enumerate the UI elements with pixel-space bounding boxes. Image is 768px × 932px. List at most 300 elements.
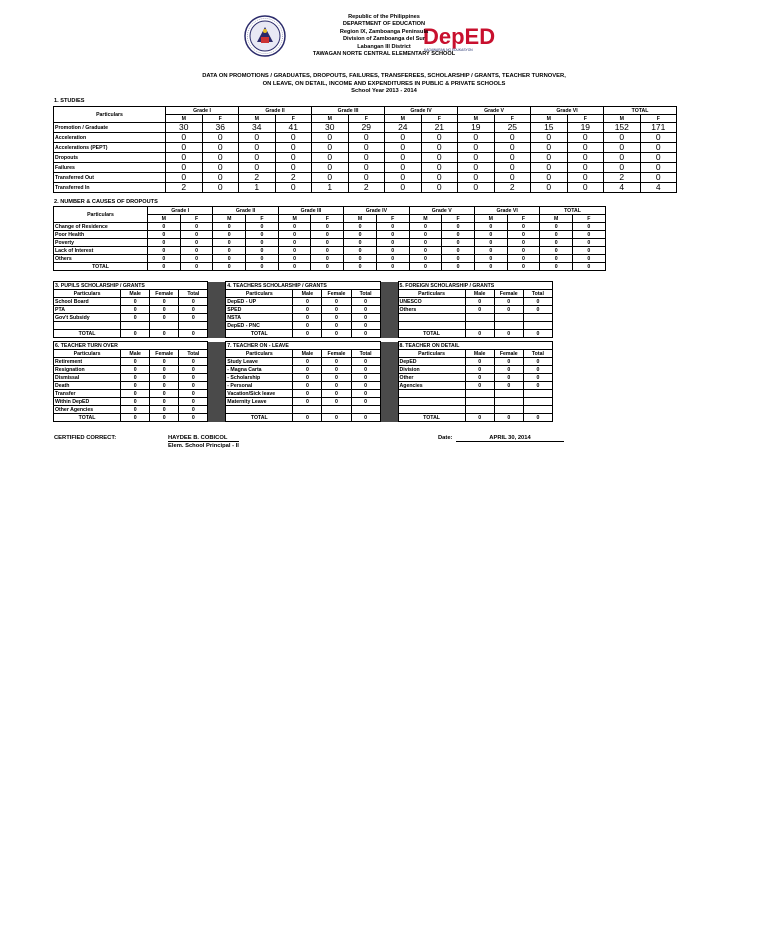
grade-header: Grade V [409,207,474,215]
grade-header: Grade III [312,107,385,115]
row-label: Accelerations (PEPT) [54,143,166,153]
value-cell [465,390,494,398]
divider-bar [380,414,398,422]
divider-bar [380,290,398,298]
value-cell: 0 [180,263,213,271]
table-row [54,366,553,374]
value-cell: 0 [458,143,495,153]
value-cell: 0 [148,255,181,263]
value-cell: 0 [213,223,246,231]
value-cell: 1 [312,183,349,193]
value-cell: 0 [351,398,380,406]
value-cell: 0 [179,298,208,306]
value-cell: 0 [275,143,312,153]
value-cell: 0 [166,143,203,153]
row-label: Resignation [54,366,121,374]
female-header: F [567,115,604,123]
row-label: Dropouts [54,153,166,163]
value-cell: 0 [572,255,605,263]
value-cell: 0 [348,163,385,173]
particulars-header: Particulars [54,107,166,123]
value-cell: 29 [348,123,385,133]
grade-header: Grade I [148,207,213,215]
value-cell: 0 [213,231,246,239]
value-cell: 0 [180,223,213,231]
value-cell: 0 [523,374,552,382]
particulars-header: Particulars [54,290,121,298]
certified-correct-label: CERTIFIED CORRECT: [54,435,117,441]
value-cell: 0 [494,298,523,306]
value-cell [494,390,523,398]
value-cell: 0 [322,314,351,322]
row-label: Division [398,366,465,374]
grade-header: Grade III [278,207,343,215]
row-label: Vacation/Sick leave [226,390,293,398]
value-cell: 0 [148,223,181,231]
grade-header: TOTAL [604,107,677,115]
value-cell: 0 [239,163,276,173]
value-cell: 0 [180,231,213,239]
row-label: Maternity Leave [226,398,293,406]
value-cell: 0 [507,263,540,271]
section-label: 3. PUPILS SCHOLARSHIP / GRANTS [54,282,208,290]
value-cell: 0 [348,173,385,183]
value-cell: 0 [494,163,531,173]
row-label: TOTAL [398,414,465,422]
value-cell: 0 [494,153,531,163]
table-row [54,173,677,183]
value-cell: 0 [121,330,150,338]
row-label: Acceleration [54,133,166,143]
value-cell: 0 [604,163,641,173]
value-cell: 152 [604,123,641,133]
divider-bar [380,330,398,338]
row-label: UNESCO [398,298,465,306]
value-cell: 0 [421,173,458,183]
female-header: F [640,115,677,123]
value-cell: 0 [322,374,351,382]
value-cell: 0 [567,153,604,163]
male-header: M [344,215,377,223]
particulars-header: Particulars [54,350,121,358]
letterhead-line: Division of Zamboanga del Sur [342,36,426,43]
value-cell: 0 [213,239,246,247]
value-cell [121,322,150,330]
table-row [54,231,606,239]
value-cell [494,314,523,322]
value-cell: 0 [179,414,208,422]
value-cell: 0 [344,223,377,231]
table-row [54,239,606,247]
value-cell: 0 [278,239,311,247]
value-cell: 0 [150,390,179,398]
value-cell: 0 [148,239,181,247]
divider-bar [380,358,398,366]
value-cell: 0 [409,231,442,239]
female-header: Female [150,350,179,358]
divider-bar [380,406,398,414]
value-cell: 0 [351,322,380,330]
table-row [54,298,553,306]
value-cell: 0 [494,306,523,314]
value-cell: 0 [348,143,385,153]
value-cell: 171 [640,123,677,133]
value-cell [523,314,552,322]
value-cell: 0 [150,330,179,338]
row-label: Others [54,255,148,263]
value-cell [494,398,523,406]
value-cell: 0 [202,153,239,163]
value-cell: 0 [348,153,385,163]
male-header: Male [121,350,150,358]
value-cell: 0 [442,255,475,263]
row-label: Change of Residence [54,223,148,231]
value-cell: 0 [351,382,380,390]
value-cell: 0 [246,255,279,263]
letterhead-line: Labangan III District [357,43,411,50]
divider-bar [208,298,226,306]
value-cell [293,406,322,414]
value-cell: 0 [322,398,351,406]
value-cell: 41 [275,123,312,133]
grade-header: Grade V [458,107,531,115]
value-cell [523,398,552,406]
table-row [54,282,553,290]
row-label [398,314,465,322]
section-label: 8. TEACHER ON DETAIL [398,342,552,350]
value-cell: 0 [166,163,203,173]
value-cell: 0 [604,143,641,153]
value-cell: 0 [507,239,540,247]
value-cell: 0 [572,263,605,271]
male-header: M [312,115,349,123]
value-cell: 34 [239,123,276,133]
value-cell: 0 [246,231,279,239]
signatory-position: Elem. School Principal - II [168,443,239,449]
male-header: M [239,115,276,123]
female-header: F [275,115,312,123]
value-cell: 0 [239,133,276,143]
value-cell: 0 [494,414,523,422]
value-cell: 0 [494,173,531,183]
section-label: 5. FOREIGN SCHOLARSHIP / GRANTS [398,282,552,290]
divider-bar [208,350,226,358]
value-cell: 0 [180,255,213,263]
value-cell: 0 [150,398,179,406]
value-cell: 0 [523,298,552,306]
table-row [54,358,553,366]
row-label: TOTAL [54,330,121,338]
value-cell: 0 [311,231,344,239]
value-cell: 0 [640,173,677,183]
value-cell: 0 [474,231,507,239]
table-row [54,290,553,298]
female-header: F [421,115,458,123]
row-label [398,390,465,398]
value-cell: 0 [465,358,494,366]
table-row [54,143,677,153]
value-cell: 0 [540,263,573,271]
value-cell: 0 [442,239,475,247]
row-label: DepED [398,358,465,366]
row-label: SPED [226,306,293,314]
row-label [398,406,465,414]
value-cell: 36 [202,123,239,133]
value-cell: 0 [523,358,552,366]
value-cell: 0 [312,153,349,163]
value-cell: 0 [351,314,380,322]
value-cell: 0 [202,133,239,143]
value-cell: 0 [385,173,422,183]
value-cell: 0 [150,406,179,414]
value-cell: 0 [567,183,604,193]
value-cell: 0 [494,143,531,153]
value-cell: 0 [465,330,494,338]
male-header: M [213,215,246,223]
value-cell: 0 [213,263,246,271]
divider-bar [380,350,398,358]
value-cell: 0 [121,358,150,366]
value-cell: 0 [293,322,322,330]
report-title-line: ON LEAVE, ON DETAIL, INCOME AND EXPENDITURES IN PUBLIC & PRIVATE SCHOOLS [262,80,506,87]
row-label: NSTA [226,314,293,322]
value-cell: 0 [572,223,605,231]
value-cell: 0 [465,306,494,314]
row-label [398,398,465,406]
divider-bar [208,390,226,398]
value-cell: 0 [312,173,349,183]
value-cell: 0 [385,133,422,143]
value-cell: 0 [376,223,409,231]
value-cell: 0 [567,173,604,183]
divider-bar [208,330,226,338]
value-cell [179,322,208,330]
divider-bar [208,406,226,414]
value-cell: 0 [311,223,344,231]
female-header: F [348,115,385,123]
divider-bar [208,314,226,322]
row-label: DepED - UP [226,298,293,306]
value-cell: 0 [344,239,377,247]
value-cell: 0 [640,163,677,173]
scholarship-tables [53,281,553,338]
value-cell: 0 [202,143,239,153]
row-label [226,406,293,414]
female-header: F [442,215,475,223]
row-label: - Scholarship [226,374,293,382]
value-cell: 0 [121,306,150,314]
divider-bar [380,306,398,314]
value-cell: 30 [312,123,349,133]
value-cell: 0 [376,255,409,263]
divider-bar [380,322,398,330]
table-row [54,153,677,163]
table-row [54,183,677,193]
value-cell: 0 [494,330,523,338]
value-cell: 0 [421,133,458,143]
female-header: Female [150,290,179,298]
grade-header: TOTAL [540,207,605,215]
value-cell: 0 [278,231,311,239]
value-cell: 0 [409,223,442,231]
value-cell: 0 [322,366,351,374]
value-cell: 0 [348,133,385,143]
value-cell: 0 [121,366,150,374]
row-label: TOTAL [54,263,148,271]
value-cell: 19 [458,123,495,133]
male-header: M [385,115,422,123]
section-dropouts-label: 2. NUMBER & CAUSES OF DROPOUTS [54,199,158,205]
value-cell: 0 [275,133,312,143]
value-cell: 0 [344,247,377,255]
value-cell: 0 [531,183,568,193]
value-cell: 2 [239,173,276,183]
table-row [54,133,677,143]
table-row [54,255,606,263]
value-cell: 0 [150,382,179,390]
value-cell: 0 [458,153,495,163]
value-cell: 0 [322,390,351,398]
total-header: Total [179,290,208,298]
value-cell: 0 [540,223,573,231]
value-cell: 0 [202,163,239,173]
grade-header: Grade VI [531,107,604,115]
value-cell: 0 [385,153,422,163]
value-cell: 0 [166,173,203,183]
value-cell: 30 [166,123,203,133]
row-label [54,322,121,330]
divider-bar [208,358,226,366]
value-cell: 0 [494,382,523,390]
row-label: Retirement [54,358,121,366]
row-label: Study Leave [226,358,293,366]
row-label: Lack of Interest [54,247,148,255]
male-header: Male [293,350,322,358]
value-cell: 0 [166,133,203,143]
value-cell: 0 [278,247,311,255]
divider-bar [380,390,398,398]
value-cell: 0 [494,374,523,382]
value-cell: 25 [494,123,531,133]
table-row [54,263,606,271]
value-cell: 0 [246,239,279,247]
value-cell: 0 [293,358,322,366]
row-label: Agencies [398,382,465,390]
value-cell: 0 [507,247,540,255]
female-header: Female [494,290,523,298]
value-cell: 0 [148,231,181,239]
divider-bar [208,382,226,390]
male-header: M [540,215,573,223]
row-label: TOTAL [226,330,293,338]
value-cell: 0 [474,223,507,231]
row-label: Transferred Out [54,173,166,183]
table-row [54,314,553,322]
value-cell: 0 [344,263,377,271]
value-cell: 2 [275,173,312,183]
value-cell: 0 [322,306,351,314]
value-cell [322,406,351,414]
value-cell: 0 [121,314,150,322]
value-cell: 0 [246,263,279,271]
value-cell: 2 [604,173,641,183]
value-cell: 0 [385,143,422,153]
value-cell: 0 [312,143,349,153]
table-row [54,414,553,422]
value-cell: 0 [322,414,351,422]
section-studies-label: 1. STUDIES [54,98,85,104]
particulars-header: Particulars [398,350,465,358]
value-cell: 0 [409,239,442,247]
divider-bar [380,382,398,390]
value-cell: 0 [523,330,552,338]
value-cell: 21 [421,123,458,133]
section-label: 7. TEACHER ON - LEAVE [226,342,380,350]
table-row [54,390,553,398]
value-cell: 0 [311,247,344,255]
female-header: F [202,115,239,123]
value-cell: 0 [293,366,322,374]
grade-header: Grade I [166,107,239,115]
value-cell: 0 [458,163,495,173]
table-row [54,374,553,382]
value-cell: 0 [442,231,475,239]
divider-bar [208,374,226,382]
table-row [54,398,553,406]
value-cell: 0 [409,247,442,255]
value-cell: 0 [572,231,605,239]
value-cell: 2 [166,183,203,193]
value-cell: 0 [311,263,344,271]
value-cell: 0 [474,255,507,263]
value-cell: 0 [239,153,276,163]
value-cell: 0 [494,366,523,374]
divider-bar [208,414,226,422]
value-cell: 0 [179,330,208,338]
value-cell: 0 [311,239,344,247]
value-cell: 0 [322,298,351,306]
value-cell: 0 [121,406,150,414]
value-cell: 0 [604,133,641,143]
value-cell: 0 [465,414,494,422]
divider-bar [380,398,398,406]
value-cell: 0 [239,143,276,153]
value-cell: 0 [567,143,604,153]
table-row [54,207,606,215]
total-header: Total [351,290,380,298]
row-label: DepED - PNC [226,322,293,330]
table-row [54,350,553,358]
male-header: M [278,215,311,223]
value-cell: 4 [640,183,677,193]
grade-header: Grade II [213,207,278,215]
row-label: Within DepED [54,398,121,406]
row-label: Other [398,374,465,382]
letterhead-line: Republic of the Philippines [348,14,420,20]
male-header: M [458,115,495,123]
value-cell: 0 [531,163,568,173]
value-cell: 0 [293,306,322,314]
value-cell: 0 [311,255,344,263]
value-cell: 0 [572,239,605,247]
grade-header: Grade IV [385,107,458,115]
section-label: 6. TEACHER TURN OVER [54,342,208,350]
value-cell: 0 [465,366,494,374]
value-cell: 0 [572,247,605,255]
value-cell: 0 [540,239,573,247]
value-cell: 0 [180,239,213,247]
value-cell: 0 [179,374,208,382]
